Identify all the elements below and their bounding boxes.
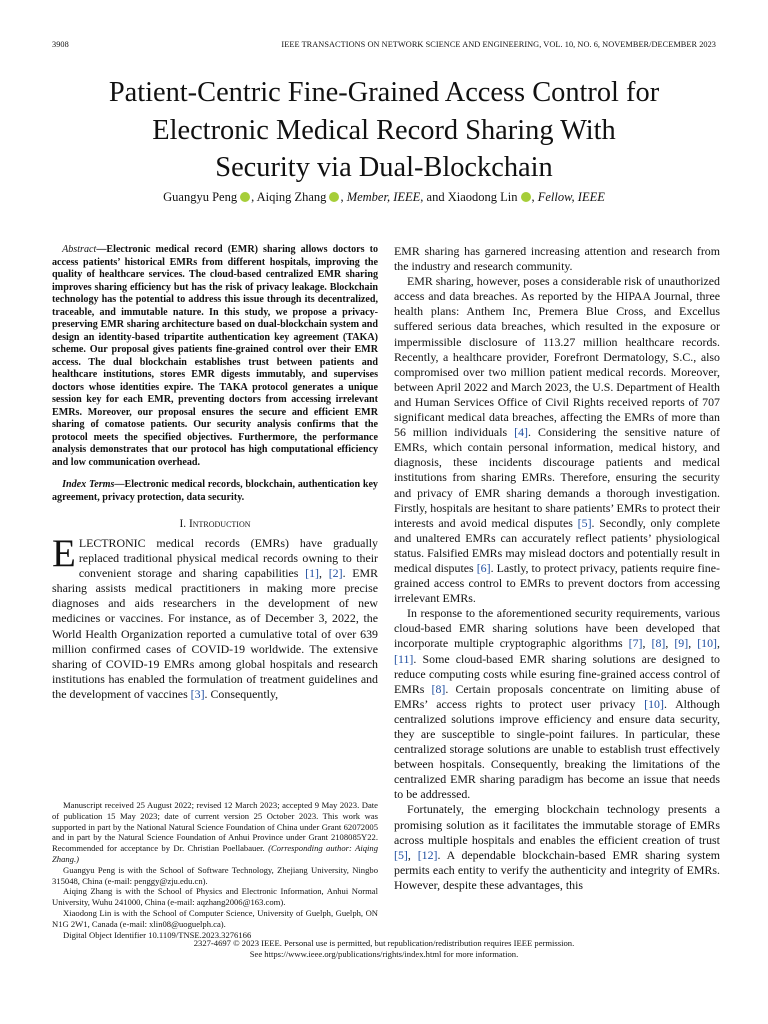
section-title: Introduction	[188, 518, 251, 530]
intro-paragraph-2	[394, 274, 720, 606]
copyright-line: 2327-4697 © 2023 IEEE. Personal use is permitted, but republication/redistribution requires IEEE permission.	[193, 938, 575, 948]
text-run: . Secondly, only complete and unaltered EMRs can accurately reflect patients’ physiological status. Falsified EMRs may mislead doctors and potentially result in medical disputes	[394, 515, 720, 575]
citation-link[interactable]: [11]	[394, 651, 414, 666]
text-run: Fortunately, the emerging blockchain technology presents a promising solution as it facilitates the immutable storage of EMRs across multiple hospitals and enables the efficient creation of trust	[394, 802, 720, 847]
text-run: LECTRONIC medical records (EMRs) have gradually replaced traditional physical medical records owning to their convenient storage and sharing capabilities	[78, 536, 378, 581]
section-heading	[52, 518, 378, 530]
text-run: ,	[407, 847, 418, 862]
text-run: . Lastly, to protect privacy, patients require fine-grained access control to EMRs to prevent doctors from accessing irrelevant EMRs.	[394, 560, 720, 606]
citation-link[interactable]: [4]	[514, 425, 529, 440]
footnote-doi: Digital Object Identifier 10.1109/TNSE.2023.3276166	[63, 929, 252, 940]
orcid-icon[interactable]	[329, 192, 339, 202]
journal-header: IEEE TRANSACTIONS ON NETWORK SCIENCE AND ENGINEERING, VOL. 10, NO. 6, NOVEMBER/DECEMBER 2023	[281, 40, 716, 49]
citation-link[interactable]: [2]	[328, 566, 343, 581]
text-run: . EMR sharing assists medical practitioners in making more precise diagnoses and aids researchers in the development of new medicines or vaccines. For instance, as of December 3, 2022, the World Health Organization reported a cumulative total of over 639 million confirmed cases of COVID-19 worldwide. The extensive sharing of COVID-19 EMRs among global hospitals and research institutions has enabled the formulation of treatment guidelines and the development of vaccines	[52, 566, 378, 701]
title-line-2: Electronic Medical Record Sharing With	[152, 114, 616, 146]
text-run: . Some cloud-based EMR sharing solutions are designed to reduce computing costs while esuring fine-grained access control of EMRs	[394, 651, 720, 696]
page-number: 3908	[52, 40, 69, 49]
author-3-title: Fellow, IEEE	[537, 190, 605, 204]
author-list: Guangyu Peng , Aiqing Zhang , Member, IEEE, and Xiaodong Lin , Fellow, IEEE	[163, 190, 605, 204]
footnote-author-3: Xiaodong Lin is with the School of Computer Science, University of Guelph, Guelph, ON N1G 2W1, Canada (e-mail: xlin08@uoguelph.ca).	[52, 907, 378, 929]
text-run: . Certain proposals concentrate on limiting abuse of EMRs’ access rights to protect user privacy	[394, 681, 720, 711]
index-terms	[52, 479, 378, 504]
citation-link[interactable]: [12]	[417, 847, 438, 862]
intro-paragraph-1	[52, 532, 378, 702]
text-run: ,	[688, 636, 698, 651]
citation-link[interactable]: [10]	[644, 696, 664, 711]
paper-title	[40, 74, 728, 187]
text-run: In response to the aforementioned security requirements, various cloud-based EMR sharing solutions have been developed that incorporate multiple cryptographic algorithms	[394, 606, 720, 651]
intro-paragraph-3	[394, 606, 720, 802]
intro-paragraph-4	[394, 802, 720, 893]
text-run: ,	[319, 566, 329, 581]
text-run: ,	[642, 636, 652, 651]
left-column	[52, 244, 378, 702]
citation-link[interactable]: [3]	[190, 686, 205, 701]
orcid-icon[interactable]	[240, 192, 250, 202]
text-run: . Although centralized solutions improve efficiency and ensure data security, they are susceptible to single-point failures. In particular, these centralized storage solutions are unable to establish trust effectively between hospitals. Consequently, breaking the limitations of the centralized EMR sharing paradigm has become an issue that needs to be addressed.	[394, 696, 720, 802]
corresponding-author: (Corresponding author: Aiqing Zhang.)	[52, 843, 378, 864]
copyright-footer	[40, 938, 728, 961]
text-run: . A dependable blockchain-based EMR sharing system permits each entity to verify the authenticity and integrity of EMRs. However, despite these advantages, this	[394, 847, 720, 892]
footnote-manuscript	[52, 800, 378, 865]
title-line-1: Patient-Centric Fine-Grained Access Control for	[108, 77, 660, 108]
citation-link[interactable]: [5]	[394, 847, 408, 862]
citation-link[interactable]: [8]	[651, 636, 666, 651]
abstract	[52, 244, 378, 469]
citation-link[interactable]: [5]	[577, 515, 592, 530]
author-2: , Aiqing Zhang	[251, 190, 327, 204]
text-run: . Considering the sensitive nature of EMRs, which contain personal information, medical history, and diagnosis, these incidents discourage patients and medical institutions from sharing EMRs. Therefore, ensuring the security and privacy of EMR sharing demands a thorough investigation. Firstly, hospitals are hesitant to share patients’ EMRs to protect their interests and avoid medical disputes	[394, 425, 720, 530]
citation-link[interactable]: [8]	[431, 681, 446, 696]
index-terms-label: Index Terms	[62, 479, 115, 490]
rights-line: See https://www.ieee.org/publications/rights/index.html for more information.	[249, 949, 519, 960]
citation-link[interactable]: [1]	[305, 566, 320, 581]
footnotes	[52, 800, 378, 940]
abstract-label: Abstract	[62, 244, 97, 255]
author-2-title: Member, IEEE	[346, 190, 421, 204]
text-run: . Consequently,	[204, 686, 279, 701]
section-numeral: I.	[179, 518, 189, 530]
citation-link[interactable]: [10]	[697, 636, 717, 651]
text-run: Manuscript received 25 August 2022; revised 12 March 2023; accepted 9 May 2023. Date of publication 15 May 2023; date of current version 25 October 2023. This work was supported in part by the National Natural Science Foundation of China under Grant 62072005 and in part by the Natural Science Foundation of Anhui Province under Grant 2108085Y22. Recommended for acceptance by Dr. Christian Poellabauer.	[52, 800, 378, 854]
citation-link[interactable]: [6]	[476, 560, 491, 575]
author-3: , and Xiaodong Lin	[420, 190, 518, 204]
text-run: ,	[717, 636, 720, 651]
right-column	[394, 244, 720, 893]
drop-cap: E	[52, 532, 76, 575]
text-run: EMR sharing, however, poses a considerable risk of unauthorized access and data breaches. As reported by the HIPAA Journal, three health plans: Anthem Inc, Premera Blue Cross, and Excellus suffered serious data breaches, which resulted in the exposure or impermissible disclosure of 113.27 million healthcare records. Recently, a healthcare provider, Forefront Dermatology, S.C., also compromised over two million patient medical records. Moreover, between April 2022 and March 2023, the U.S. Department of Health and Human Services Office of Civil Rights received reports of 707 significant medical data breaches, affecting the EMRs of more than 56 million individuals	[394, 274, 720, 440]
footnote-author-2: Aiqing Zhang is with the School of Physics and Electronic Information, Anhui Normal University, Wuhu 241000, China (e-mail: aqzhang2006@163.com).	[52, 886, 378, 908]
orcid-icon[interactable]	[521, 192, 531, 202]
citation-link[interactable]: [9]	[674, 636, 689, 651]
author-1: Guangyu Peng	[163, 190, 238, 204]
index-terms-text: —Electronic medical records, blockchain, authentication key agreement, privacy protection, data security.	[52, 479, 378, 503]
intro-paragraph-cont: EMR sharing has garnered increasing attention and research from the industry and research community.	[394, 244, 720, 274]
citation-link[interactable]: [7]	[628, 636, 643, 651]
text-run: ,	[665, 636, 675, 651]
title-line-3: Security via Dual-Blockchain	[215, 152, 553, 183]
footnote-author-1: Guangyu Peng is with the School of Software Technology, Zhejiang University, Ningbo 315048, China (e-mail: penggy@zju.edu.cn).	[52, 864, 378, 886]
abstract-text: —Electronic medical record (EMR) sharing allows doctors to access patients’ historical EMRs from different hospitals, improving the quality of healthcare services. The cloud-based centralized EMR sharing improves sharing efficiency but has the risk of privacy leakage. Blockchain technology has the potential to address this issue through its decentralized, traceable, and immutable nature. In this study, we propose a privacy-preserving EMR sharing architecture based on dual-blockchain system and design an identity-based tripartite authentication key agreement (TAKA) scheme. Our proposal gives patients fine-grained control over their EMR access. The dual blockchain establishes trust between patients and healthcare institutions, stores EMR digests immutably, and supervises doctors whose identities expire. The TAKA protocol generates a unique session key for each EMR, preventing doctors from accessing irrelevant EMRs. Moreover, our proposal ensures the secure and efficient EMR sharing of comatose patients. Our security analysis confirms that the protocol meets the specified objectives. Furthermore, the performance analysis demonstrates that our protocol has high computational efficiency and low communication overhead.	[52, 244, 378, 468]
